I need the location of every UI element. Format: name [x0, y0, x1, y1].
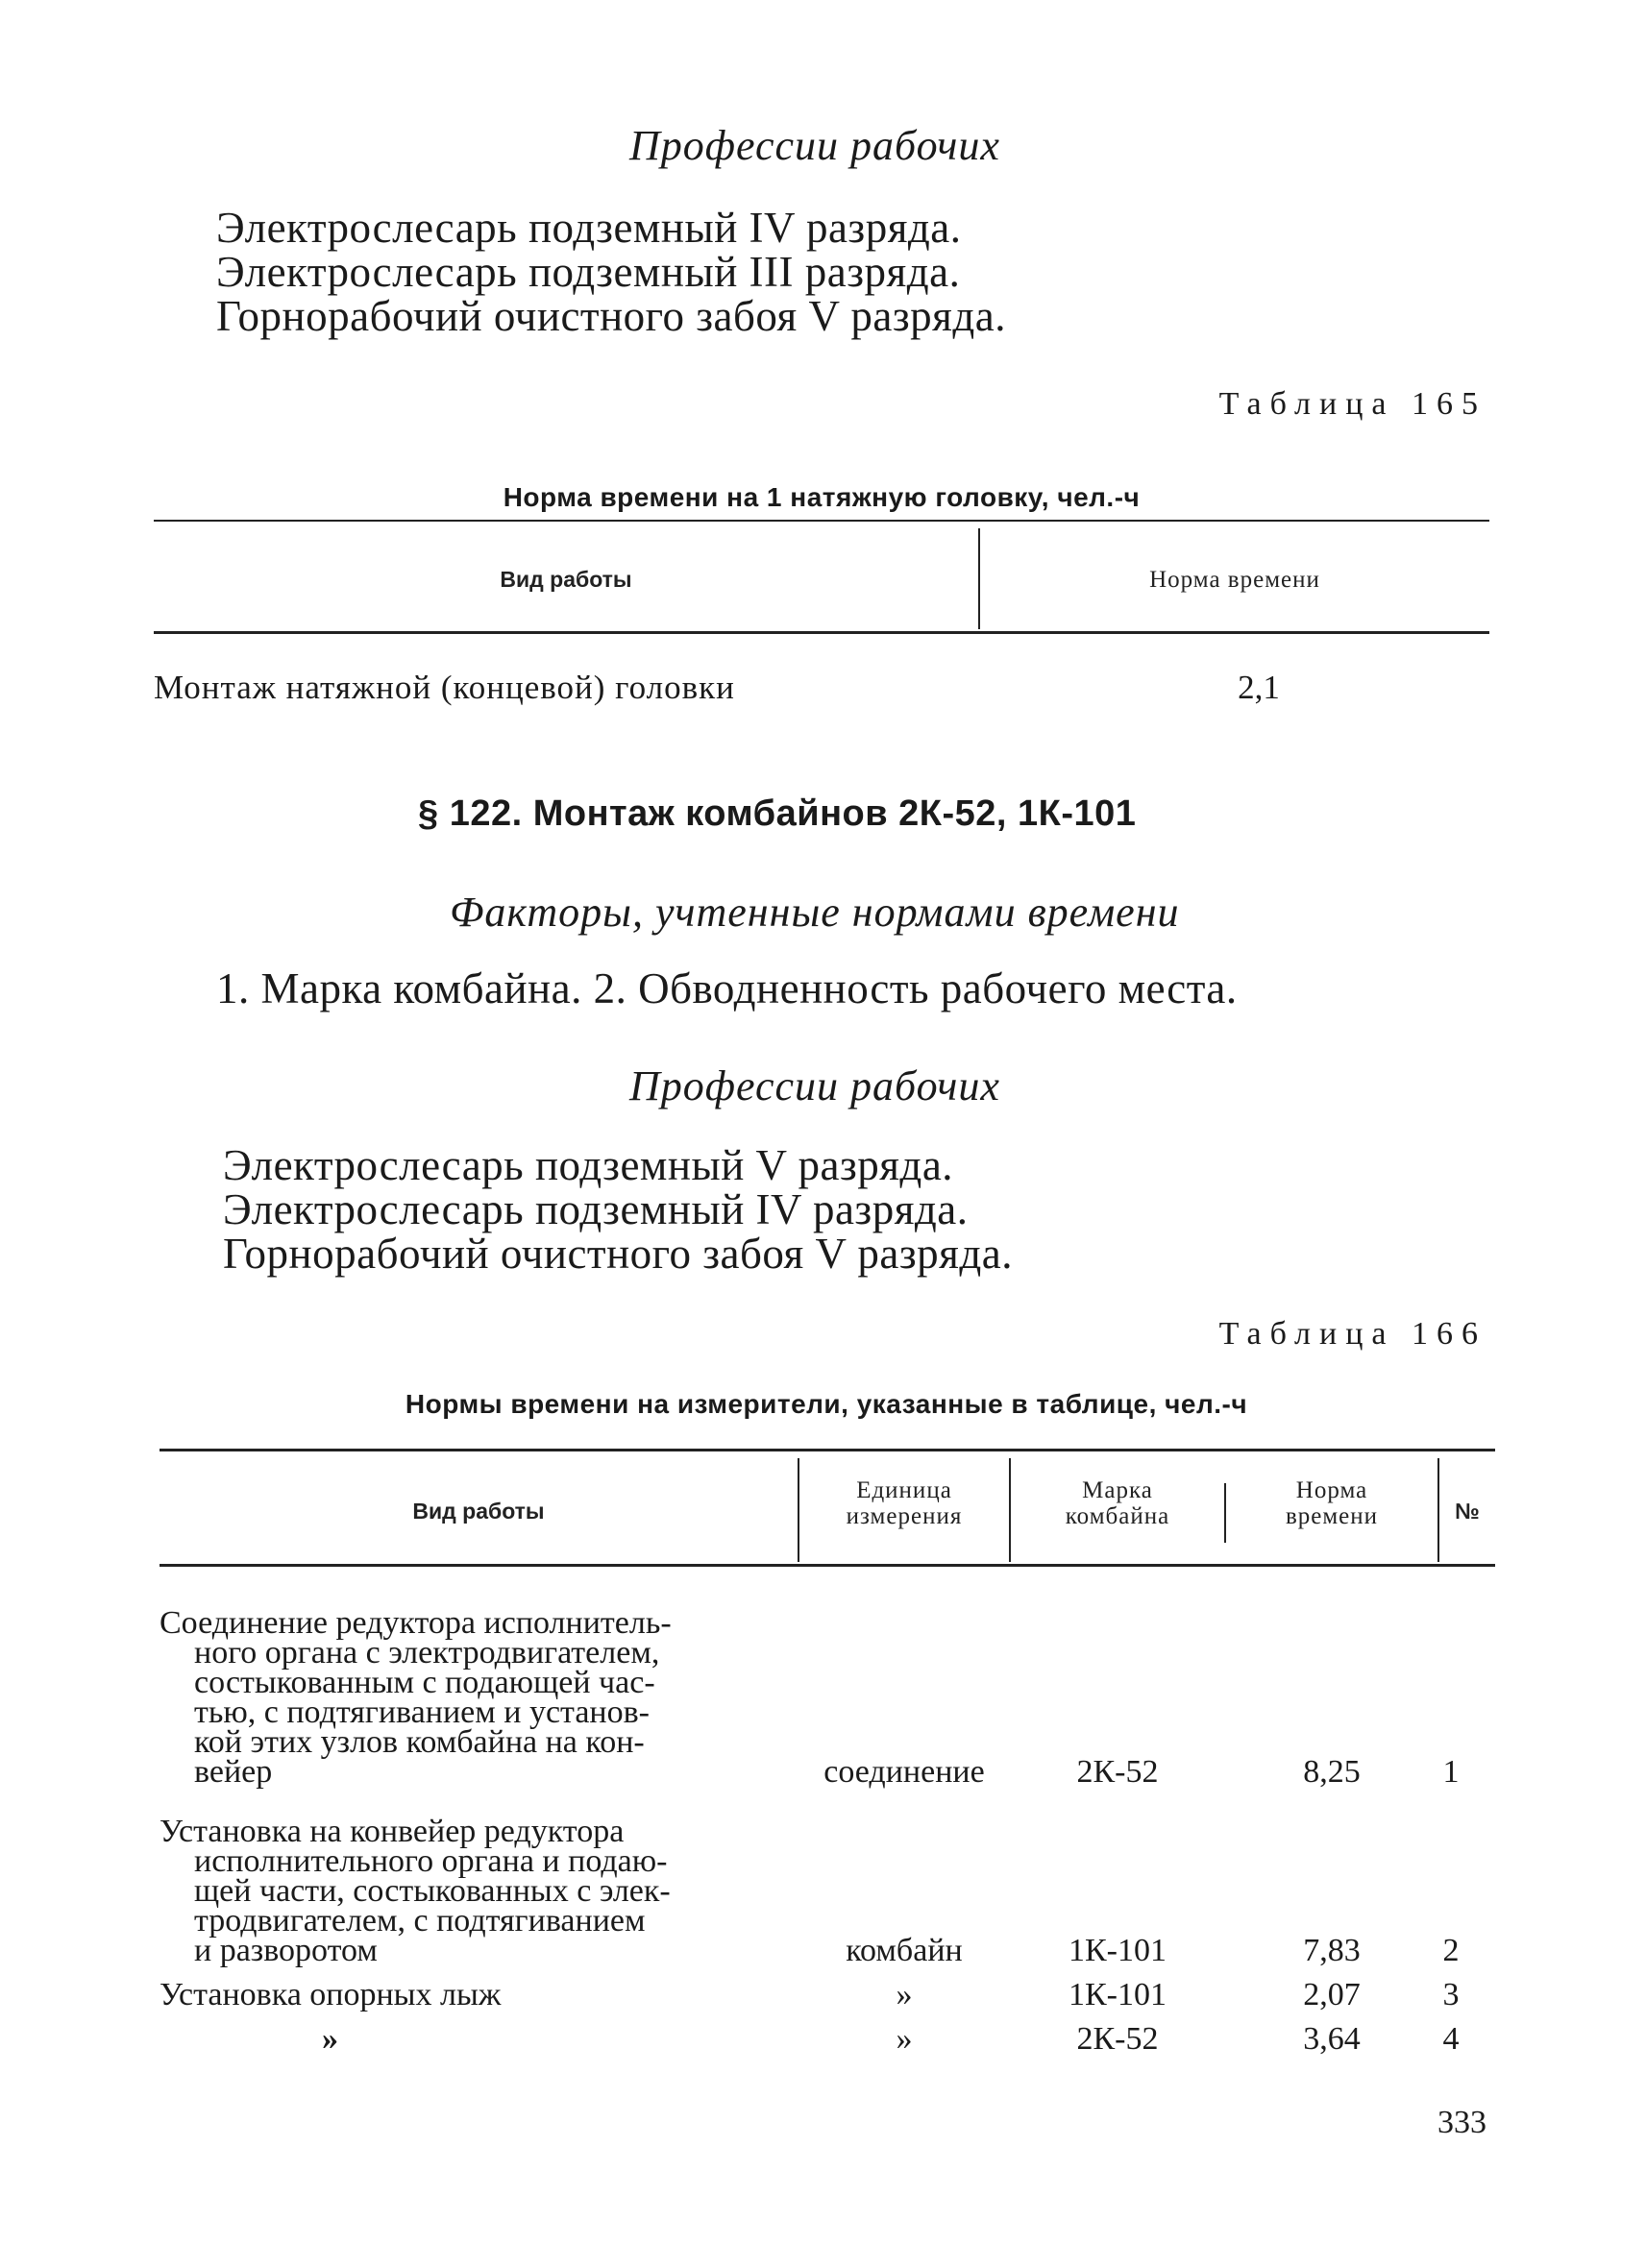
professions-heading-1: Профессии рабочих	[629, 122, 1000, 169]
table-row-num: 4	[1442, 2021, 1460, 2057]
table-166-label: Таблица 166	[1218, 1316, 1486, 1352]
header-line: Марка	[1082, 1477, 1153, 1503]
profession-line: Электрослесарь подземный IV разряда.	[223, 1185, 969, 1233]
factors-heading: Факторы, учтенные нормами времени	[450, 889, 1180, 936]
work-line: щей части, состыкованных с элек-	[194, 1873, 671, 1909]
table-row-unit: комбайн	[846, 1933, 963, 1968]
table-165-label: Таблица 165	[1218, 386, 1486, 422]
table-row-unit: »	[896, 1977, 913, 2012]
table-165-top-rule	[154, 520, 1489, 522]
table-165-row-work: Монтаж натяжной (концевой) головки	[154, 669, 735, 706]
table-row-norm: 8,25	[1303, 1754, 1361, 1790]
header-line: измерения	[846, 1503, 963, 1529]
table-165-caption: Норма времени на 1 натяжную головку, чел.-ч	[503, 482, 1141, 512]
table-row-num: 3	[1442, 1977, 1460, 2012]
profession-line: Электрослесарь подземный IV разряда.	[216, 204, 962, 252]
table-row-unit: »	[896, 2021, 913, 2057]
table-row-norm: 7,83	[1303, 1933, 1361, 1968]
table-row-work: Установка опорных лыж	[160, 1977, 502, 2012]
work-line: Установка на конвейер редуктора	[160, 1814, 625, 1849]
table-row-work: »	[322, 2021, 338, 2057]
table-166-top-rule	[160, 1449, 1495, 1451]
work-line: тродвигателем, с подтягиванием	[194, 1903, 646, 1939]
profession-line: Электрослесарь подземный V разряда.	[223, 1141, 954, 1189]
work-line: вейер	[194, 1754, 273, 1790]
work-line: и разворотом	[194, 1933, 378, 1968]
table-row-brand: 2К-52	[1076, 2021, 1159, 2057]
table-166-caption: Нормы времени на измерители, указанные в таблице, чел.-ч	[405, 1389, 1248, 1419]
table-166-header-unit	[799, 1477, 1009, 1529]
work-line: состыкованным с подающей час-	[194, 1665, 655, 1700]
page-number: 333	[1437, 2105, 1486, 2140]
work-line: кой этих узлов комбайна на кон-	[194, 1724, 645, 1760]
table-row-unit: соединение	[823, 1754, 985, 1790]
table-row-brand: 1К-101	[1069, 1933, 1167, 1968]
table-row-norm: 3,64	[1303, 2021, 1361, 2057]
work-line: ного органа с электродвигателем,	[194, 1635, 660, 1671]
table-165-header-rule	[154, 631, 1489, 634]
table-165-header-norm: Норма времени	[1149, 567, 1320, 593]
table-row-brand: 2К-52	[1076, 1754, 1159, 1790]
work-line: исполнительного органа и подаю-	[194, 1843, 668, 1879]
table-row-work	[160, 1814, 784, 1968]
header-line: Норма	[1295, 1477, 1368, 1503]
section-title: § 122. Монтаж комбайнов 2К-52, 1К-101	[418, 793, 1137, 834]
table-166-header-num: №	[1455, 1499, 1480, 1524]
table-166-header-norm	[1226, 1477, 1437, 1529]
header-line: времени	[1285, 1503, 1379, 1529]
work-line: Соединение редуктора исполнитель-	[160, 1605, 672, 1641]
work-line: тью, с подтягиванием и установ-	[194, 1695, 650, 1730]
profession-line: Горнорабочий очистного забоя V разряда.	[216, 292, 1006, 340]
table-row-num: 1	[1442, 1754, 1460, 1790]
table-165-header-work: Вид работы	[500, 567, 632, 592]
table-166-header-work: Вид работы	[412, 1499, 545, 1524]
table-row-norm: 2,07	[1303, 1977, 1361, 2012]
factors-text: 1. Марка комбайна. 2. Обводненность рабочего места.	[216, 964, 1238, 1012]
header-line: Единица	[856, 1477, 952, 1503]
profession-line: Горнорабочий очистного забоя V разряда.	[223, 1230, 1013, 1278]
table-166-header-rule	[160, 1564, 1495, 1567]
professions-heading-2: Профессии рабочих	[629, 1062, 1000, 1110]
header-line: комбайна	[1065, 1503, 1170, 1529]
table-row-brand: 1К-101	[1069, 1977, 1167, 2012]
table-165-row-norm: 2,1	[1238, 669, 1280, 706]
profession-line: Электрослесарь подземный III разряда.	[216, 248, 961, 296]
table-row-work	[160, 1605, 784, 1790]
table-166-header-brand	[1011, 1477, 1224, 1529]
table-row-num: 2	[1442, 1933, 1460, 1968]
